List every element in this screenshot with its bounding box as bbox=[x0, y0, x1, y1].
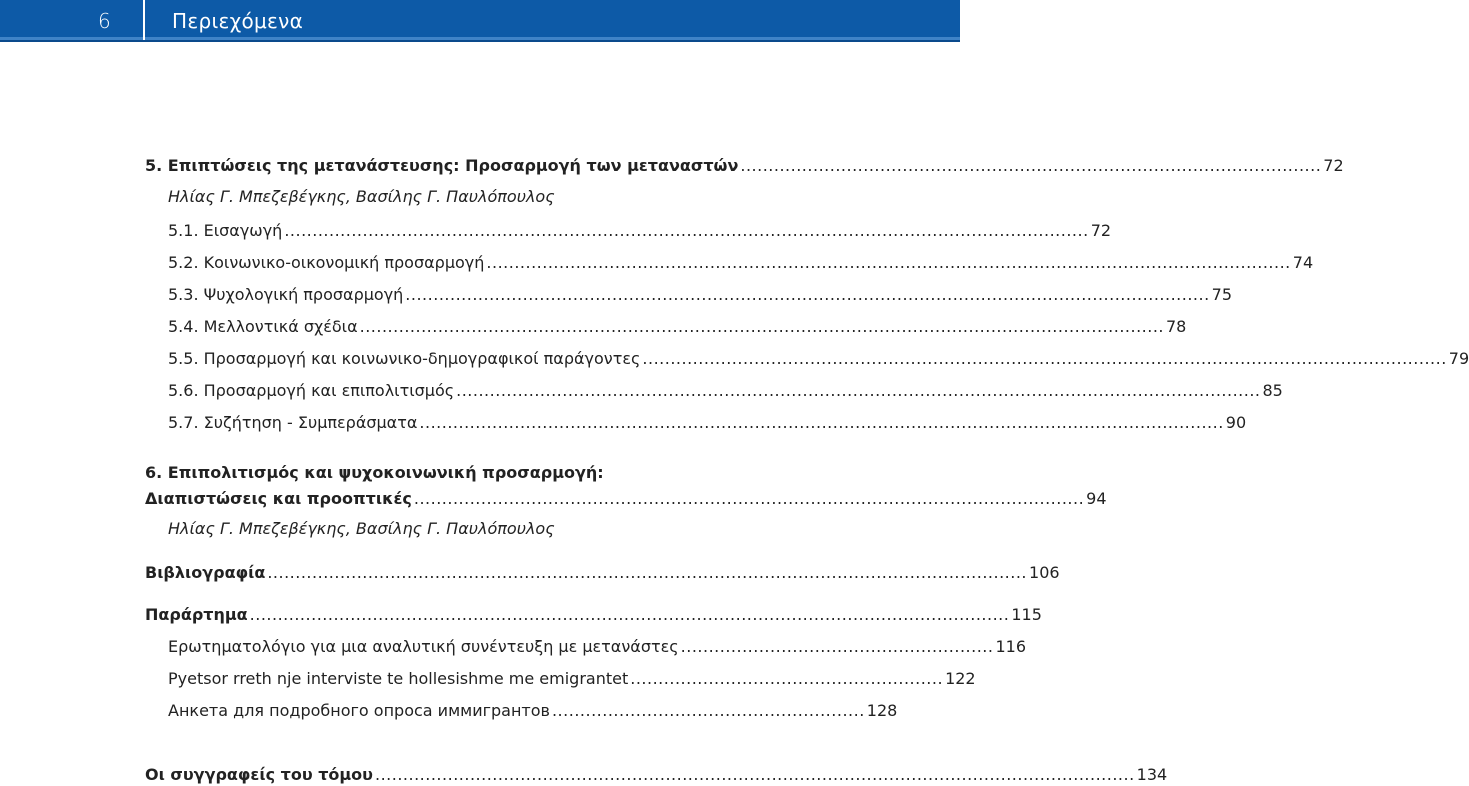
toc-entry-label: Pyetsor rreth nje interviste te hollesishme me emigrantet bbox=[168, 669, 629, 688]
chapter-authors: Ηλίας Γ. Μπεζεβέγκης, Βασίλης Γ. Παυλόπουλος bbox=[168, 519, 555, 538]
toc-entry-5-3[interactable] bbox=[168, 282, 1233, 306]
toc-entry-label: Διαπιστώσεις και προοπτικές bbox=[145, 489, 412, 508]
dot-leader: ................................................................................................................................................ bbox=[486, 253, 1291, 272]
toc-entry-page: 79 bbox=[1448, 349, 1469, 368]
toc-entry-label: 5.2. Κοινωνικο-οικονομική προσαρμογή bbox=[168, 253, 485, 272]
dot-leader: ........................................................................................................................ bbox=[413, 489, 1085, 508]
toc-entry-5-1[interactable] bbox=[168, 218, 1112, 242]
toc-entry-page: 106 bbox=[1029, 563, 1060, 582]
toc-entry-page: 90 bbox=[1225, 413, 1247, 432]
toc-entry-chapter-6-line1[interactable]: 6. Επιπολιτισμός και ψυχοκοινωνική προσαρμογή: bbox=[145, 463, 604, 482]
dot-leader: ........................................................................................................................................ bbox=[267, 563, 1028, 582]
toc-entry-page: 75 bbox=[1211, 285, 1233, 304]
toc-entry-label: 5.3. Ψυχολογική προσαρμογή bbox=[168, 285, 404, 304]
toc-entry-page: 116 bbox=[995, 637, 1026, 656]
dot-leader: ................................................................................................................................................ bbox=[284, 221, 1089, 240]
toc-entry-page: 74 bbox=[1292, 253, 1314, 272]
toc-entry-page: 72 bbox=[1323, 156, 1344, 175]
toc-entry-5-7[interactable] bbox=[168, 410, 1247, 434]
toc-entry-label: 5.6. Προσαρμογή και επιπολιτισμός bbox=[168, 381, 455, 400]
page-number: 6 bbox=[0, 0, 145, 40]
dot-leader: ........................................................ bbox=[680, 637, 994, 656]
toc-entry-chapter-5[interactable] bbox=[145, 153, 1344, 177]
dot-leader: ........................................................................................................................................ bbox=[374, 765, 1135, 784]
toc-entry-page: 128 bbox=[866, 701, 898, 720]
toc-entry-appendix-greek[interactable] bbox=[168, 634, 1026, 658]
toc-entry-volume-authors[interactable] bbox=[145, 762, 1168, 786]
toc-entry-bibliography[interactable] bbox=[145, 560, 1060, 584]
toc-entry-page: 134 bbox=[1136, 765, 1168, 784]
toc-entry-label: 5.1. Εισαγωγή bbox=[168, 221, 283, 240]
toc-entry-label: Παράρτημα bbox=[145, 605, 248, 624]
toc-entry-appendix-albanian[interactable] bbox=[168, 666, 976, 690]
toc-entry-label: Οι συγγραφείς του τόμου bbox=[145, 765, 373, 784]
toc-entry-label: Анкета для подробного опроса иммигрантов bbox=[168, 701, 550, 720]
toc-entry-label: 5.5. Προσαρμογή και κοινωνικο-δημογραφικοί παράγοντες bbox=[168, 349, 641, 368]
toc-entry-5-6[interactable] bbox=[168, 378, 1283, 402]
toc-entry-page: 94 bbox=[1086, 489, 1107, 508]
dot-leader: ........................................................................................................................................ bbox=[249, 605, 1010, 624]
toc-entry-label: 5.4. Μελλοντικά σχέδια bbox=[168, 317, 358, 336]
chapter-authors: Ηλίας Γ. Μπεζεβέγκης, Βασίλης Γ. Παυλόπουλος bbox=[168, 187, 555, 206]
dot-leader: ................................................................................................................................................ bbox=[642, 349, 1447, 368]
header-bar bbox=[0, 0, 960, 42]
toc-entry-label: 5. Επιπτώσεις της μετανάστευσης: Προσαρμογή των μεταναστών bbox=[145, 156, 739, 175]
toc-entry-5-5[interactable] bbox=[168, 346, 1469, 370]
dot-leader: ........................................................................................................ bbox=[740, 156, 1322, 175]
toc-entry-5-4[interactable] bbox=[168, 314, 1187, 338]
section-title: Περιεχόμενα bbox=[172, 9, 304, 33]
toc-entry-label: 5.7. Συζήτηση - Συμπεράσματα bbox=[168, 413, 418, 432]
toc-entry-page: 78 bbox=[1166, 317, 1187, 336]
toc-entry-page: 72 bbox=[1090, 221, 1112, 240]
dot-leader: ................................................................................................................................................ bbox=[419, 413, 1224, 432]
dot-leader: ........................................................ bbox=[551, 701, 865, 720]
toc-entry-appendix[interactable] bbox=[145, 602, 1042, 626]
dot-leader: ................................................................................................................................................ bbox=[456, 381, 1261, 400]
dot-leader: ................................................................................................................................................ bbox=[359, 317, 1164, 336]
toc-entry-page: 122 bbox=[945, 669, 976, 688]
dot-leader: ................................................................................................................................................ bbox=[405, 285, 1210, 304]
toc-entry-appendix-russian[interactable] bbox=[168, 698, 898, 722]
toc-entry-label: Βιβλιογραφία bbox=[145, 563, 266, 582]
toc-entry-5-2[interactable] bbox=[168, 250, 1314, 274]
toc-entry-label: Ερωτηματολόγιο για μια αναλυτική συνέντευξη με μετανάστες bbox=[168, 637, 679, 656]
toc-entry-page: 85 bbox=[1262, 381, 1283, 400]
toc-entry-page: 115 bbox=[1011, 605, 1042, 624]
dot-leader: ........................................................ bbox=[630, 669, 944, 688]
toc-entry-chapter-6[interactable] bbox=[145, 486, 1107, 510]
